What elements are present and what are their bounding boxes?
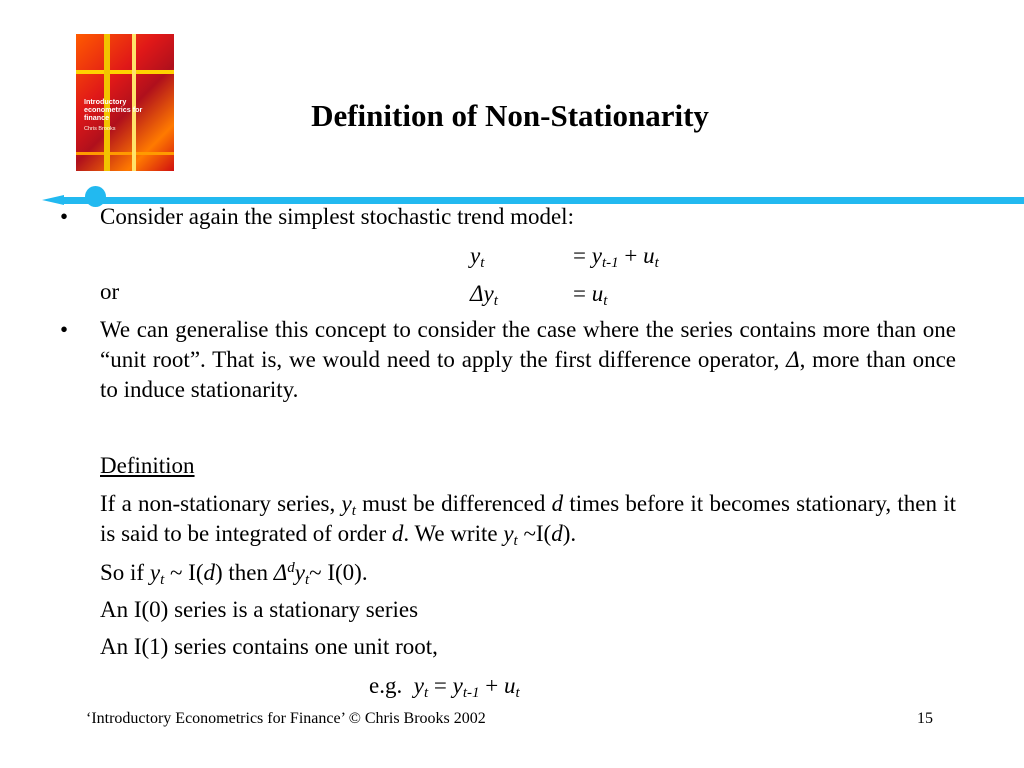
slide-title: Definition of Non-Stationarity bbox=[311, 98, 709, 133]
eq1-lhs: $y_t$ bbox=[470, 243, 485, 271]
eq1-rhs: = $y_{t-1} + u_t$ bbox=[573, 243, 659, 271]
eq2-rhs: = $u_t$ bbox=[573, 281, 608, 309]
book-cover-author: Chris Brooks bbox=[84, 126, 116, 132]
bullet-2-text: We can generalise this concept to consider the case where the series contains more than one “unit root”. That is, we would need to apply the first difference operator, Δ, more than once to induce stationarity. bbox=[100, 317, 956, 402]
bullet-1-text: Consider again the simplest stochastic trend model: bbox=[100, 204, 574, 229]
book-cover-image bbox=[76, 34, 174, 171]
i0-line: An I(0) series is a stationary series bbox=[100, 597, 419, 622]
footer-source: ‘Introductory Econometrics for Finance’ © Chris Brooks 2002 bbox=[86, 710, 486, 727]
book-cover-title: Introductory econometrics for finance bbox=[84, 97, 143, 122]
page-number: 15 bbox=[917, 710, 933, 727]
i1-line: An I(1) series contains one unit root, bbox=[100, 634, 438, 659]
definition-heading: Definition bbox=[100, 453, 195, 478]
definition-text: If a non-stationary series, $y_t$ must be differenced d times before it becomes stationary, then it is said to be integrated of order d. We write $y_t$ ~I(d). bbox=[100, 491, 956, 549]
bullet-marker: • bbox=[60, 317, 69, 342]
example-equation: e.g. $y_t = y_{t-1} + u_t$ bbox=[369, 673, 520, 701]
so-if-line: So if $y_t$ ~ I(d) then $\Delta^dy_t\sim$ I(0). bbox=[100, 560, 368, 588]
or-label: or bbox=[100, 279, 120, 304]
bullet-marker: • bbox=[60, 204, 69, 229]
eq2-lhs: $\Delta y_t$ bbox=[470, 281, 498, 309]
